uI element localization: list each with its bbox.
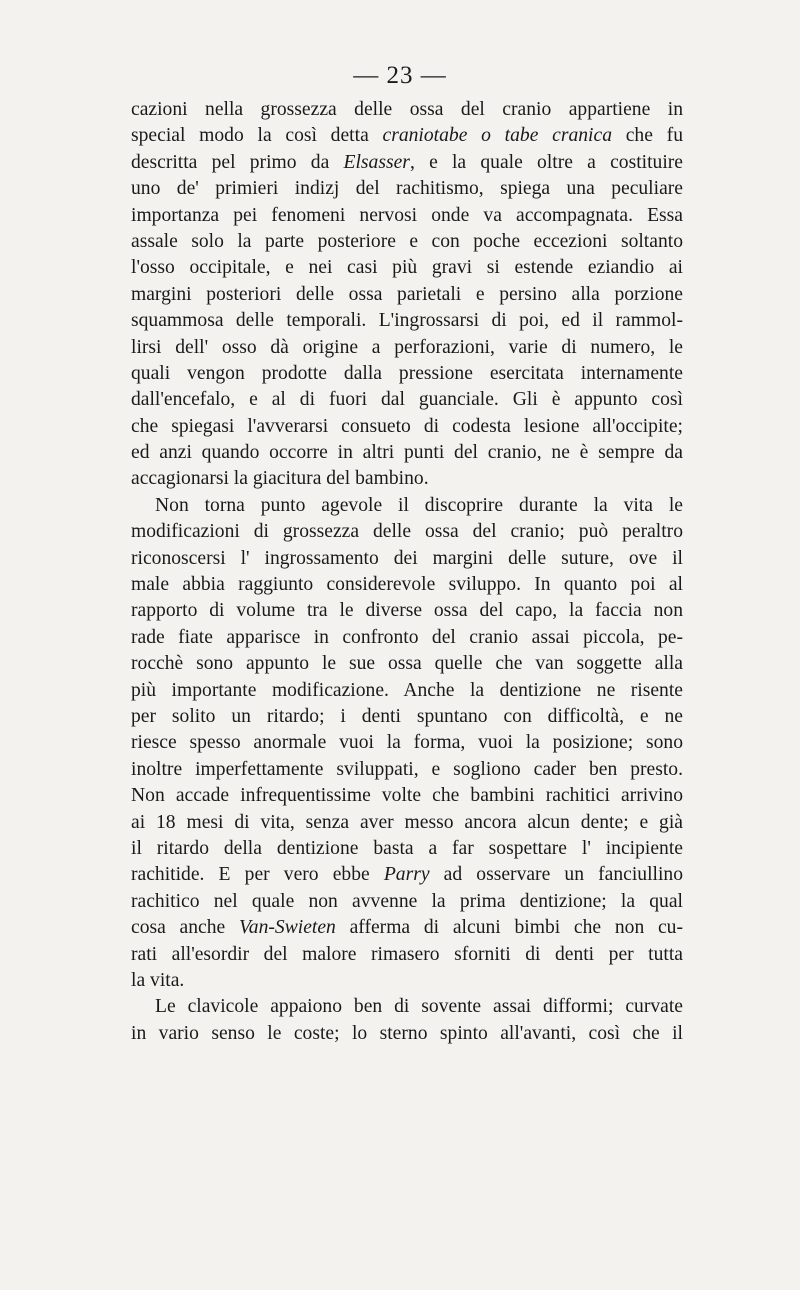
text-line <box>131 150 683 176</box>
text-line <box>131 123 683 149</box>
text-line: squammosa delle temporali. L'ingrossarsi di poi, ed il rammol- <box>131 310 683 332</box>
text-line: modificazioni di grossezza delle ossa del cranio; può peraltro <box>131 521 683 543</box>
text-line: il ritardo della dentizione basta a far sospettare l' incipiente <box>131 837 683 859</box>
body-text <box>131 97 683 1047</box>
text-line: rati all'esordir del malore rimasero sforniti di denti per tutta <box>131 943 683 965</box>
text-line: rachitico nel quale non avvenne la prima dentizione; la qual <box>131 890 683 912</box>
text-line: ai 18 mesi di vita, senza aver messo ancora alcun dente; e già <box>131 811 683 833</box>
text-line: più importante modificazione. Anche la dentizione ne risente <box>131 679 683 701</box>
text-span: afferma di alcuni bimbi che non cu- <box>335 917 684 939</box>
italic-name: craniotabe o tabe cranica <box>382 125 612 147</box>
text-line: la vita. <box>131 969 185 991</box>
italic-name: Parry <box>383 864 430 886</box>
text-line: ed anzi quando occorre in altri punti del cranio, ne è sempre da <box>131 442 683 464</box>
text-line: in vario senso le coste; lo sterno spinto all'avanti, così che il <box>131 1022 683 1044</box>
text-line: quali vengon prodotte dalla pressione esercitata internamente <box>131 362 683 384</box>
text-line: per solito un ritardo; i denti spuntano con difficoltà, e ne <box>131 705 683 727</box>
text-line: margini posteriori delle ossa parietali e persino alla porzione <box>131 283 683 305</box>
text-line: inoltre imperfettamente sviluppati, e sogliono cader ben presto. <box>131 758 683 780</box>
text-span: che fu <box>612 125 683 147</box>
text-line: Non torna punto agevole il discoprire durante la vita le <box>155 494 683 516</box>
text-line: l'osso occipitale, e nei casi più gravi si estende eziandio ai <box>131 257 683 279</box>
text-line: che spiegasi l'avverarsi consueto di codesta lesione all'occipite; <box>131 415 683 437</box>
text-line: rade fiate apparisce in confronto del cranio assai piccola, pe- <box>131 626 683 648</box>
text-line: riesce spesso anormale vuoi la forma, vuoi la posizione; sono <box>131 732 683 754</box>
text-span: , e la quale oltre a costituire <box>409 151 683 173</box>
text-span: ad osservare un fanciullino <box>429 864 683 886</box>
text-line: assale solo la parte posteriore e con poche eccezioni soltanto <box>131 230 683 252</box>
text-line: importanza pei fenomeni nervosi onde va accompagnata. Essa <box>131 204 683 226</box>
text-span: cosa anche <box>131 917 239 939</box>
text-line: Le clavicole appaiono ben di sovente assai difformi; curvate <box>155 996 683 1018</box>
text-line: rocchè sono appunto le sue ossa quelle che van soggette alla <box>131 653 683 675</box>
text-line <box>131 862 683 888</box>
italic-name: Elsasser <box>343 151 410 173</box>
page-number: — 23 — <box>353 62 447 89</box>
text-line: male abbia raggiunto considerevole sviluppo. In quanto poi al <box>131 574 683 596</box>
text-line: dall'encefalo, e al di fuori dal guanciale. Gli è appunto così <box>131 389 683 411</box>
text-line: uno de' primieri indizj del rachitismo, spiega una peculiare <box>131 178 683 200</box>
text-line: lirsi dell' osso dà origine a perforazioni, varie di numero, le <box>131 336 683 358</box>
text-line: riconoscersi l' ingrossamento dei margini delle suture, ove il <box>131 547 683 569</box>
text-line: rapporto di volume tra le diverse ossa del capo, la faccia non <box>131 600 683 622</box>
text-span: rachitide. E per vero ebbe <box>131 864 384 886</box>
text-line <box>131 915 683 941</box>
text-line: cazioni nella grossezza delle ossa del cranio appartiene in <box>131 99 683 120</box>
text-line: Non accade infrequentissime volte che bambini rachitici arrivino <box>131 785 683 807</box>
text-span: descritta pel primo da <box>131 151 344 173</box>
italic-name: Van-Swieten <box>238 917 336 939</box>
text-line: accagionarsi la giacitura del bambino. <box>131 468 429 490</box>
text-span: special modo la così detta <box>131 125 383 147</box>
